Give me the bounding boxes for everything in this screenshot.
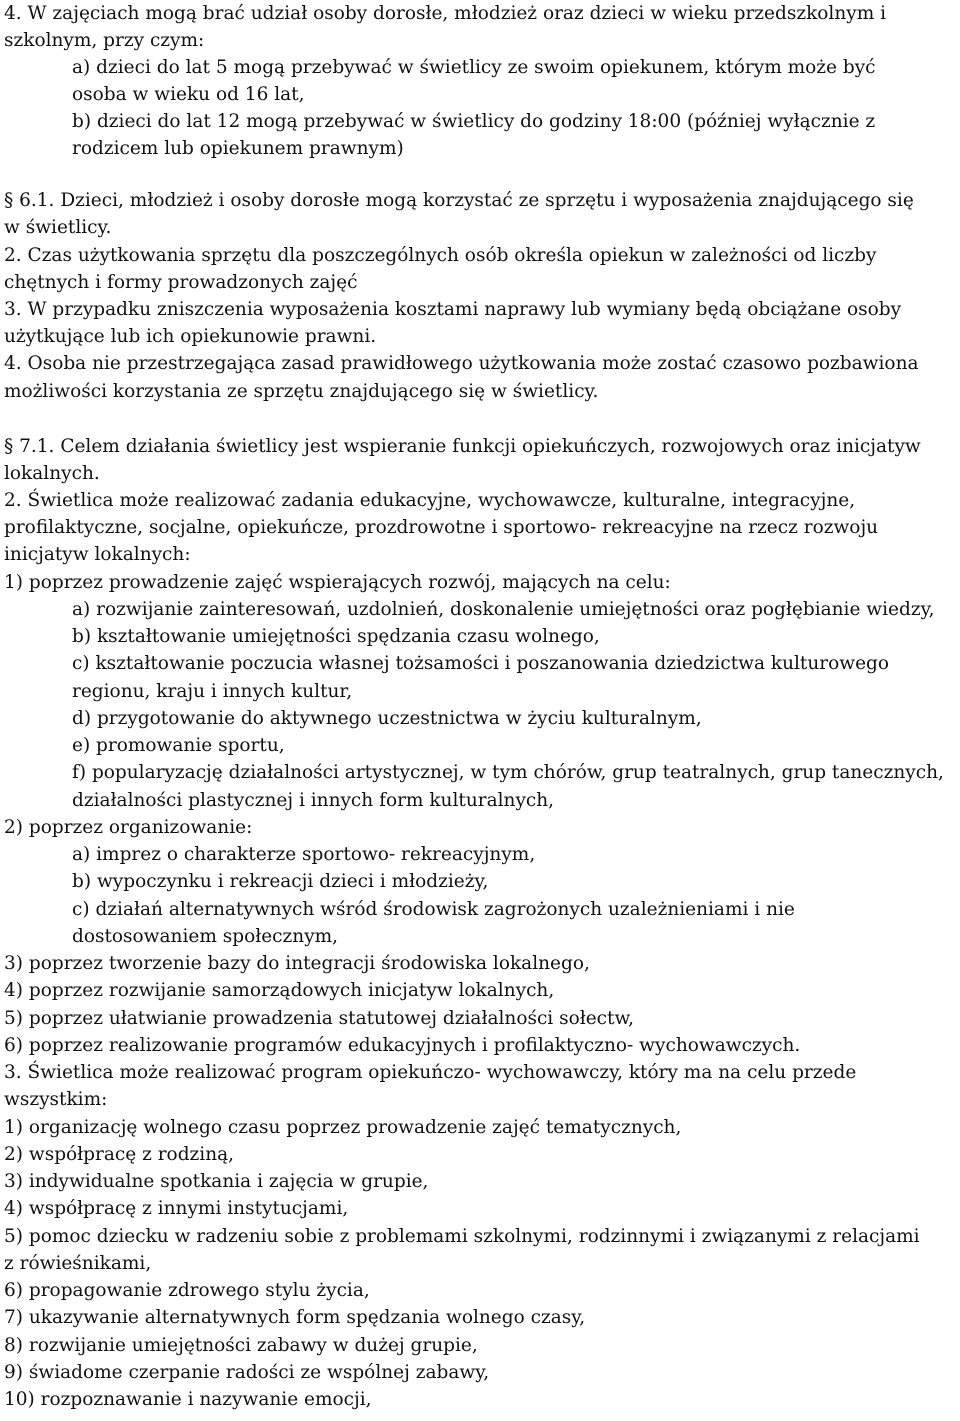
text-line: 8) rozwijanie umiejętności zabawy w dużej grupie, xyxy=(4,1335,478,1356)
text-line: 4) poprzez rozwijanie samorządowych inicjatyw lokalnych, xyxy=(4,980,555,1001)
text-line: 2) poprzez organizowanie: xyxy=(4,817,253,838)
text-line: osoba w wieku od 16 lat, xyxy=(72,84,305,105)
text-line: 5) pomoc dziecku w radzeniu sobie z problemami szkolnymi, rodzinnymi i związanymi z relacjami xyxy=(4,1226,920,1247)
text-line: § 7.1. Celem działania świetlicy jest wspieranie funkcji opiekuńczych, rozwojowych oraz inicjatyw xyxy=(4,436,921,457)
text-line: lokalnych. xyxy=(4,463,100,484)
text-line: f) popularyzację działalności artystycznej, w tym chórów, grup teatralnych, grup tanecznych, xyxy=(72,762,944,783)
text-line: 6) poprzez realizowanie programów edukacyjnych i profilaktyczno- wychowawczych. xyxy=(4,1035,801,1056)
text-line: a) dzieci do lat 5 mogą przebywać w świetlicy ze swoim opiekunem, którym może być xyxy=(72,57,876,78)
text-line: użytkujące lub ich opiekunowie prawni. xyxy=(4,326,377,347)
text-line: z rówieśnikami, xyxy=(4,1253,152,1274)
text-line: chętnych i formy prowadzonych zajęć xyxy=(4,272,358,293)
text-line: c) kształtowanie poczucia własnej tożsamości i poszanowania dziedzictwa kulturowego xyxy=(72,653,890,674)
text-line: wszystkim: xyxy=(4,1089,108,1110)
text-line: c) działań alternatywnych wśród środowisk zagrożonych uzależnieniami i nie xyxy=(72,899,795,920)
text-line: b) dzieci do lat 12 mogą przebywać w świetlicy do godziny 18:00 (później wyłącznie z xyxy=(72,111,876,132)
text-line: b) kształtowanie umiejętności spędzania czasu wolnego, xyxy=(72,626,600,647)
text-line: a) rozwijanie zainteresowań, uzdolnień, doskonalenie umiejętności oraz pogłębianie wiedzy, xyxy=(72,599,935,620)
text-line: § 6.1. Dzieci, młodzież i osoby dorosłe mogą korzystać ze sprzętu i wyposażenia znajdującego się xyxy=(4,190,914,211)
text-line: 9) świadome czerpanie radości ze wspólnej zabawy, xyxy=(4,1362,490,1383)
text-line: rodzicem lub opiekunem prawnym) xyxy=(72,138,404,159)
text-line: szkolnym, przy czym: xyxy=(4,30,205,51)
text-line: 3) indywidualne spotkania i zajęcia w grupie, xyxy=(4,1171,429,1192)
text-line: 10) rozpoznawanie i nazywanie emocji, xyxy=(4,1389,372,1410)
text-line: d) przygotowanie do aktywnego uczestnictwa w życiu kulturalnym, xyxy=(72,708,702,729)
text-line: regionu, kraju i innych kultur, xyxy=(72,681,353,702)
text-line: b) wypoczynku i rekreacji dzieci i młodzieży, xyxy=(72,871,489,892)
text-line: 3. W przypadku zniszczenia wyposażenia kosztami naprawy lub wymiany będą obciążane osoby xyxy=(4,299,902,320)
text-line: 3) poprzez tworzenie bazy do integracji środowiska lokalnego, xyxy=(4,953,590,974)
text-line: 5) poprzez ułatwianie prowadzenia statutowej działalności sołectw, xyxy=(4,1008,635,1029)
text-line: 1) organizację wolnego czasu poprzez prowadzenie zajęć tematycznych, xyxy=(4,1117,682,1138)
text-line: e) promowanie sportu, xyxy=(72,735,285,756)
text-line: działalności plastycznej i innych form kulturalnych, xyxy=(72,790,555,811)
text-line: a) imprez o charakterze sportowo- rekreacyjnym, xyxy=(72,844,536,865)
text-line: 4) współpracę z innymi instytucjami, xyxy=(4,1198,349,1219)
text-line: 4. Osoba nie przestrzegająca zasad prawidłowego użytkowania może zostać czasowo pozbawiona xyxy=(4,353,919,374)
text-line: dostosowaniem społecznym, xyxy=(72,926,339,947)
text-line: możliwości korzystania ze sprzętu znajdującego się w świetlicy. xyxy=(4,381,599,402)
text-line: 7) ukazywanie alternatywnych form spędzania wolnego czasy, xyxy=(4,1307,586,1328)
text-line: 2. Czas użytkowania sprzętu dla poszczególnych osób określa opiekun w zależności od liczby xyxy=(4,245,877,266)
text-line: inicjatyw lokalnych: xyxy=(4,544,191,565)
text-line: 4. W zajęciach mogą brać udział osoby dorosłe, młodzież oraz dzieci w wieku przedszkolnym i xyxy=(4,3,887,24)
text-line: 1) poprzez prowadzenie zajęć wspierających rozwój, mających na celu: xyxy=(4,572,671,593)
text-line: 2. Świetlica może realizować zadania edukacyjne, wychowawcze, kulturalne, integracyjne, xyxy=(4,490,856,511)
text-line: 3. Świetlica może realizować program opiekuńczo- wychowawczy, który ma na celu przede xyxy=(4,1062,857,1083)
text-line: 6) propagowanie zdrowego stylu życia, xyxy=(4,1280,370,1301)
text-line: profilaktyczne, socjalne, opiekuńcze, prozdrowotne i sportowo- rekreacyjne na rzecz rozwoju xyxy=(4,517,879,538)
text-line: w świetlicy. xyxy=(4,217,112,238)
text-line: 2) współpracę z rodziną, xyxy=(4,1144,235,1165)
